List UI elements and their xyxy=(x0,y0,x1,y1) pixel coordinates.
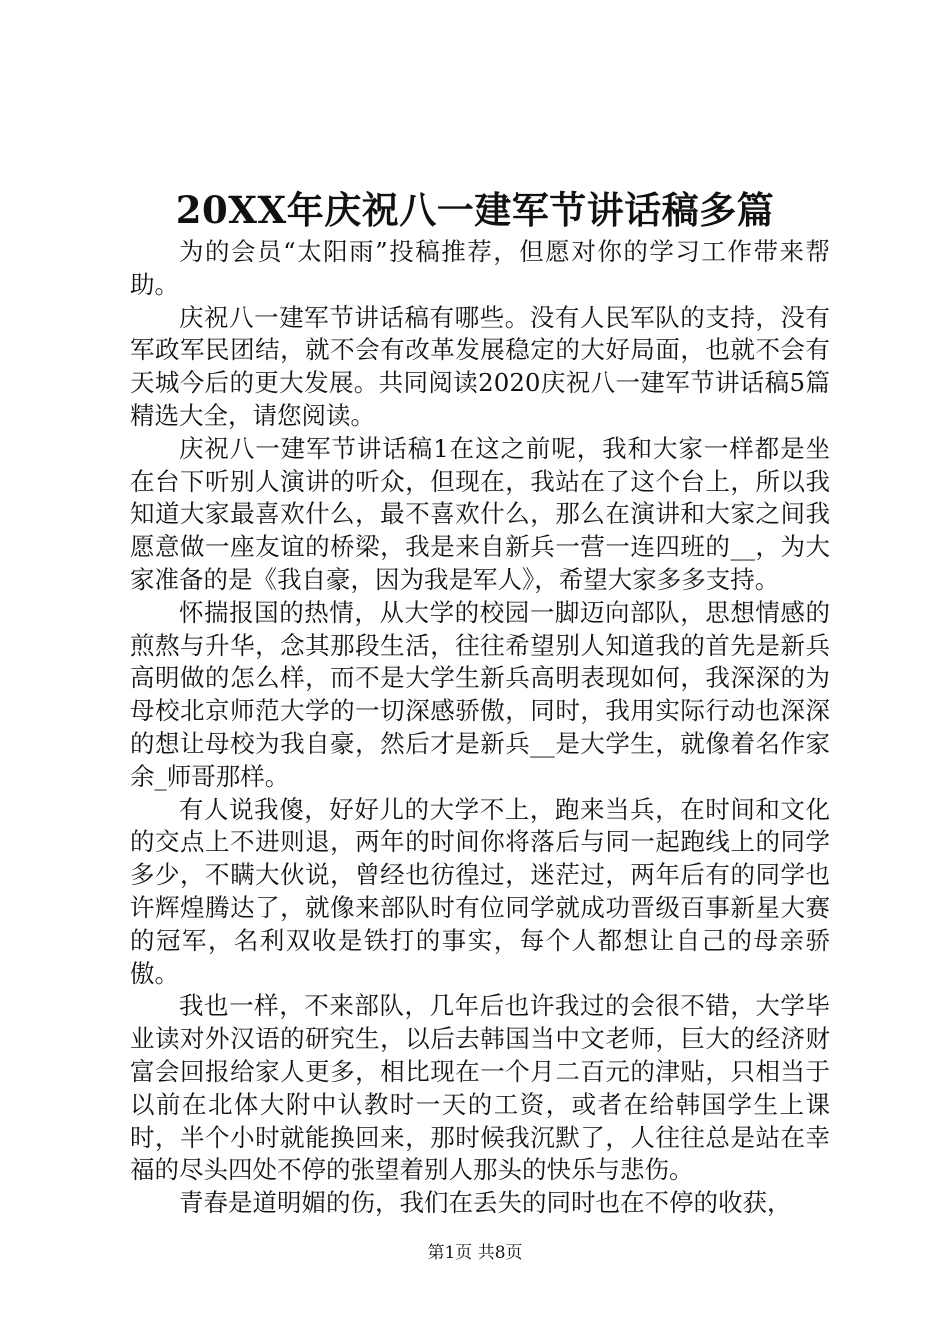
paragraph: 怀揣报国的热情，从大学的校园一脚迈向部队，思想情感的煎熬与升华，念其那段生活，往往希望别人知道我的首先是新兵高明做的怎么样，而不是大学生新兵高明表现如何，我深深的为母校北京师范大学的一切深感骄傲，同时，我用实际行动也深深的想让母校为我自豪，然后才是新兵__是大学生，就像着名作家余_师哥那样。 xyxy=(130,597,830,791)
document-body xyxy=(130,236,830,1220)
paragraph: 庆祝八一建军节讲话稿1在这之前呢，我和大家一样都是坐在台下听别人演讲的听众，但现在，我站在了这个台上，所以我知道大家最喜欢什么，最不喜欢什么，那么在演讲和大家之间我愿意做一座友谊的桥梁，我是来自新兵一营一连四班的__，为大家准备的是《我自豪，因为我是军人》，希望大家多多支持。 xyxy=(130,433,830,594)
paragraph: 庆祝八一建军节讲话稿有哪些。没有人民军队的支持，没有军政军民团结，就不会有改革发展稳定的大好局面，也就不会有天城今后的更大发展。共同阅读2020庆祝八一建军节讲话稿5篇精选大全，请您阅读。 xyxy=(130,302,830,430)
paragraph: 有人说我傻，好好儿的大学不上，跑来当兵，在时间和文化的交点上不进则退，两年的时间你将落后与同一起跑线上的同学多少，不瞒大伙说，曾经也彷徨过，迷茫过，两年后有的同学也许辉煌腾达了，就像来部队时有位同学就成功晋级百事新星大赛的冠军，名利双收是铁打的事实，每个人都想让自己的母亲骄傲。 xyxy=(130,794,830,988)
paragraph: 青春是道明媚的伤，我们在丢失的同时也在不停的收获， xyxy=(179,1188,792,1218)
page-footer: 第1页 共8页 xyxy=(427,1243,523,1263)
document-title: 20XX年庆祝八一建军节讲话稿多篇 xyxy=(175,188,775,232)
paragraph: 我也一样，不来部队，几年后也许我过的会很不错，大学毕业读对外汉语的研究生，以后去韩国当中文老师，巨大的经济财富会回报给家人更多，相比现在一个月二百元的津贴，只相当于以前在北体大附中认教时一天的工资，或者在给韩国学生上课时，半个小时就能换回来，那时候我沉默了，人往往总是站在幸福的尽头四处不停的张望着别人那头的快乐与悲伤。 xyxy=(130,991,830,1185)
paragraph: 为的会员“太阳雨”投稿推荐，但愿对你的学习工作带来帮助。 xyxy=(130,237,830,299)
